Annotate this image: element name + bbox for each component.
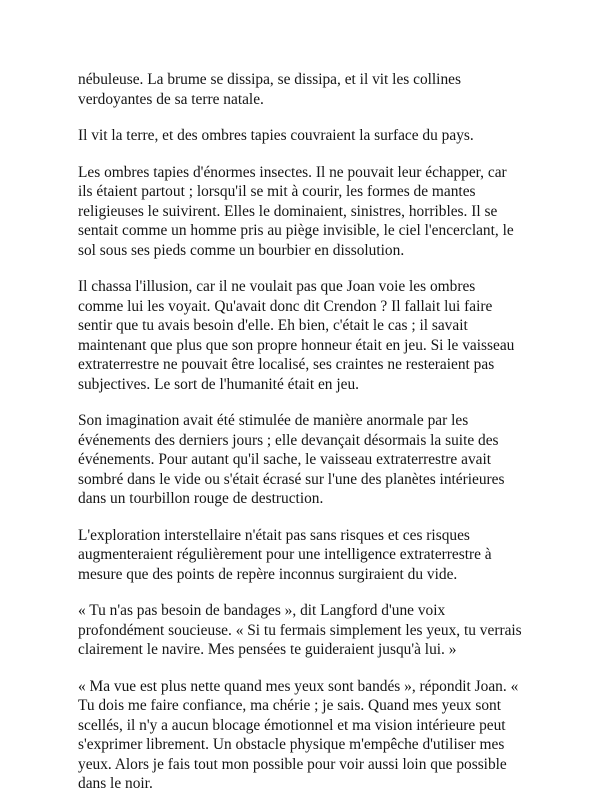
paragraph: L'exploration interstellaire n'était pas sans risques et ces risques augmenteraient régulièrement pour une intelligence extraterrestre à mesure que des points de repère inconnus surgiraient du vide. [78, 526, 492, 583]
paragraph: « Tu n'as pas besoin de bandages », dit Langford d'une voix profondément soucieuse. « Si tu fermais simplement les yeux, tu verrais clairement le navire. Mes pensées te guideraient jusqu'à lui. » [78, 602, 522, 658]
document-page [78, 70, 522, 811]
paragraph: Son imagination avait été stimulée de manière anormale par les événements des derniers jours ; elle devançait désormais la suite des événements. Pour autant qu'il sache, le vaisseau extraterrestre avait sombré dans le vide ou s'était écrasé sur l'une des planètes intérieures dans un tourbillon rouge de destruction. [78, 412, 505, 507]
paragraph: Il vit la terre, et des ombres tapies couvraient la surface du pays. [78, 127, 474, 144]
paragraph: Les ombres tapies d'énormes insectes. Il ne pouvait leur échapper, car ils étaient partout ; lorsqu'il se mit à courir, les formes de mantes religieuses le suivirent. Elles le dominaient, sinistres, horribles. Il se sentait comme un homme pris au piège invisible, le ciel l'encerclant, le sol sous ses pieds comme un bourbier en dissolution. [78, 163, 514, 259]
paragraph: « Ma vue est plus nette quand mes yeux sont bandés », répondit Joan. « Tu dois me faire confiance, ma chérie ; je sais. Quand mes yeux sont scellés, il n'y a aucun blocage émotionnel et ma vision intérieure peut s'exprimer librement. Un obstacle physique m'empêche d'utiliser mes yeux. Alors je fais tout mon possible pour voir aussi loin que possible dans le noir. [78, 677, 519, 792]
paragraph: Il chassa l'illusion, car il ne voulait pas que Joan voie les ombres comme lui les voyait. Qu'avait donc dit Crendon ? Il fallait lui faire sentir que tu avais besoin d'elle. Eh bien, c'était le cas ; il savait maintenant que plus que son propre honneur était en jeu. Si le vaisseau extraterrestre ne pouvait être localisé, ses craintes ne resteraient pas subjectives. Le sort de l'humanité était en jeu. [78, 278, 515, 393]
paragraph: nébuleuse. La brume se dissipa, se dissipa, et il vit les collines verdoyantes de sa terre natale. [78, 71, 461, 108]
